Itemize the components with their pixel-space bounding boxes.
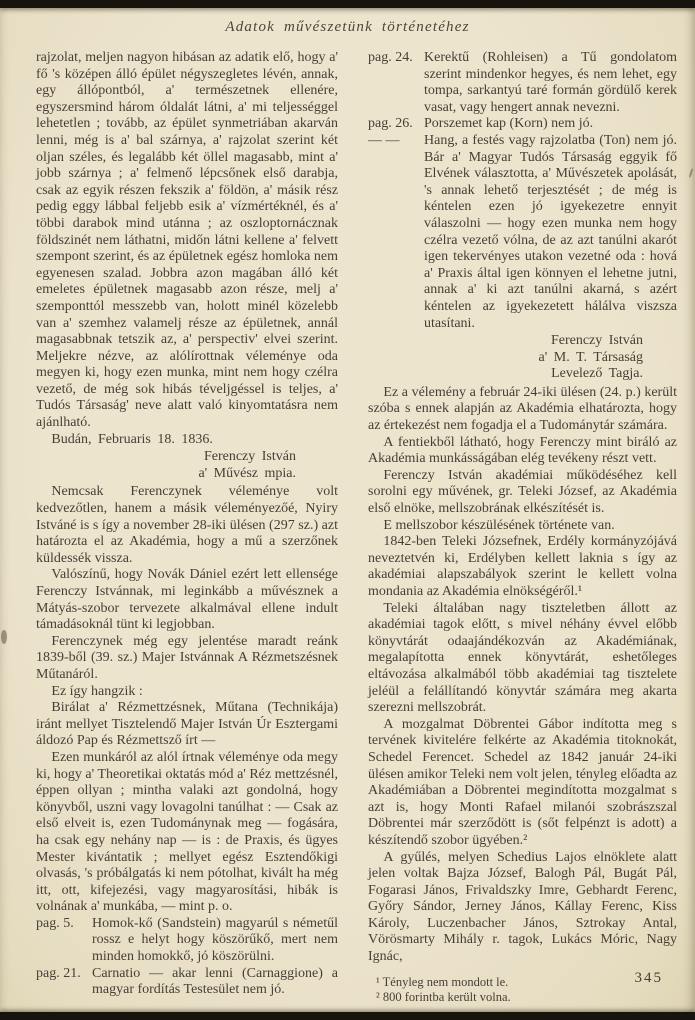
paragraph: Nemcsak Ferenczynek véleménye volt kedvezőtlen, hanem a másik véleményezőé, Nyiry Istváné is s így a november 28-iki ülésen (297 sz.) azt határozta el az Akadémia, hogy a mű a szerzőnek küldessék vissza. <box>36 484 338 566</box>
signature-line: Levelező Tagja. <box>551 366 643 382</box>
paragraph: rajzolat, meljen nagyon hibásan az adatik elő, hogy a' fő 's középen álló épület négyszegletes lévén, annak, egy állópontból, a' természetnek ellenére, egyszersmind három óldalát látni, a' mi teljességgel lehetetlen ; tovább, az épület synmetriában akarván lenni, még is a' bal szárnya, a' rajzolat szerint két oljan széles, és legalább két öllel magasabb, mint a' jobb szárnya ; a' felmenő lépcsőnek első darabja, csak az egyik részen fekszik a' földön, a' másik rész pedig eggy lábbal feljebb esik a' vízmértéknél, és a' többi darabok mind utánna ; az oszloptornácznak földszinét nem láthatni, midőn látni kellene a' felvett szempont szerint, és az épületnek egész homloka nem egyenesen szalad. Jobbra azon magában álló két emeletes épületnek magasabb azon része, melj a' szemponttól messzebb van, holott minél közelebb van a' szemhez valamelj része az épületnek, annál magasabbnak tetszik az, a' perspectiv' elvei szerint. Meljekre nézve, az alólírottnak véleménye oda megyen ki, hogy ezen munka, mint nem hogy czélra vezető, de még sok hibás téveljgéssel is teljes, a' Tudós Társaság' neve alatt való kinyomtatásra nem ajánlható. <box>36 50 338 431</box>
date-line: Budán, Februaris 18. 1836. <box>51 431 213 447</box>
paragraph: Ez a vélemény a február 24-iki ülésen (24. p.) került szóba s ennek alapján az Akadémia elhatározta, hogy az értekezést nem fogadja el a Tudománytár számára. <box>368 384 677 434</box>
scan-edge-top <box>0 0 695 8</box>
pagination-note <box>36 916 338 966</box>
pag-label: — — <box>368 132 400 148</box>
signature-block <box>36 449 338 482</box>
paragraph: Valószínű, hogy Novák Dániel ezért lett ellensége Ferenczy Istvánnak, mi leginkább a művésznek a Mátyás-szobor tervezete alkalmával ellene indult támadásoknál tünt ki legjobban. <box>36 567 338 633</box>
signature-line: Ferenczy István <box>203 449 296 465</box>
pag-label: pag. 24. <box>368 50 413 65</box>
pagination-note <box>368 133 677 332</box>
left-column <box>36 50 338 1006</box>
footnote: ² 800 forintba került volna. <box>376 990 511 1005</box>
signature-line: a' Művész mpia. <box>198 465 296 481</box>
paragraph: Ezen munkáról az alól írtnak véleménye oda megy ki, hogy a' Theoretikai oktatás mód a' Réz mettzésnél, éppen ollyan ; mintha valaki azt gondolná, hogy könyvből, uszni vagy lovagolni tanúlhat : — Csak az első elveit is, ezen Tudománynak meg — fogására, ha csak egy nehány nap — is : de Praxis, és ügyes Mester kivántatik ; mellyet egész Esztendőkigi olvasás, 's próbálgatás ki nem pótolhat, kivált ha még itt, ott, kifejezési, vagy magyarosítási, hibák is volnának a' munkába, — mint p. o. <box>36 749 338 915</box>
paragraph: A fentiekből látható, hogy Ferenczy mint biráló az Akadémia munkásságában elég tevékeny részt vett. <box>368 434 677 467</box>
scan-artifact <box>1 630 7 644</box>
signature-line: Ferenczy István <box>550 333 643 349</box>
paragraph: Ez így hangzik : <box>51 683 143 699</box>
footnote: ¹ Tényleg nem mondott le. <box>376 974 509 989</box>
paragraph: E mellszobor készülésének története van. <box>383 517 615 533</box>
right-column <box>368 50 677 1006</box>
pag-text: Carnatio — akar lenni (Carnaggione) a magyar fordítás Testesület nem jó. <box>92 965 338 998</box>
pag-text: Homok-kő (Sandstein) magyarúl s németűl rossz e helyt hogy köszörűkő, mert nem minden homokkő, jó köszörülni. <box>92 915 338 965</box>
pagination-note <box>368 116 677 133</box>
page-number: 345 <box>634 970 663 986</box>
scan-edge-bottom <box>0 1012 695 1020</box>
text-columns <box>0 36 695 1006</box>
signature-line: a' M. T. Társaság <box>538 349 643 365</box>
paragraph: 1842-ben Teleki Józsefnek, Erdély kormányzójává neveztetvén ki, Erdélyben kellett laknia s így az akadémiai alapszabályok szerint le kellett volna mondania az Akadémia elnökségéről.¹ <box>368 534 677 599</box>
footnotes <box>368 975 677 1006</box>
paragraph: Ferenczynek még egy jelentése maradt reánk 1839-ből (39. sz.) Majer Istvánnak A Rézmetszésnek Műtanáról. <box>36 633 338 682</box>
pag-text: Hang, a festés vagy rajzolatba (Ton) nem jó. Bár a' Magyar Tudós Társaság eggyik fő Elvének választotta, a' Művészetek apolását, 's annak lehető terjesztését ; de még is kéntelen ezen jó igyekezetre ennyit válaszolni — hogy ezen munka nem hogy czélra vezető vólna, de az azt tanúlni akarót igen tekervényes utakon vezetné oda : hová a' Praxis által igen könnyen el lehetne jutni, annak a' ki azt tanúlni akarná, s azért kéntelen az igyekezetett hálálva viszsza utasítani. <box>424 132 677 331</box>
paragraph: Birálat a' Rézmettzésnek, Műtana (Technikája) iránt mellyet Tisztelendő Majer István Úr Esztergami áldozó Pap és Rézmettsző írt — <box>36 700 338 749</box>
running-header: Adatok művészetünk történetéhez <box>225 19 470 35</box>
paragraph: Teleki általában nagy tiszteletben állott az akadémiai tagok előtt, s mivel néhány évvel előbb könyvtárát odaajándékozván az Akadémiának, megalapította ennek könyvtárát, eshetőleges eltávozása alkalmából több akadémiai tag tisztelete jeléül a felállítandó könyvtár számára meg akarta szerezni mellszobrát. <box>368 600 677 716</box>
paragraph: A mozgalmat Döbrentei Gábor indította meg s tervének kivitelére felkérte az Akadémia titoknokát, Schedel Ferencet. Schedel az 1842 január 24-iki ülésen amikor Teleki nem volt jelen, tényleg előadta az Akadémiában a Döbrentei megindította mozgalmat s azt is, hogy Monti Rafael milanói szobrászszal Döbrentei már szerződött is (sőt felpénzt is adott) a készítendő szobor ügyében.² <box>368 716 677 848</box>
signature-block <box>368 333 677 383</box>
pag-label: pag. 26. <box>368 116 413 132</box>
pagination-note <box>368 50 677 116</box>
pag-text: Kerektű (Rohleisen) a Tű gondolatom szerint mindenkor hegyes, és nem lehet, egy tompa, sarkantyú taré formán gördülő kerek vasat, vagy hengert annak nevezni. <box>424 50 677 115</box>
pagination-note <box>36 966 338 999</box>
paragraph: A gyűlés, melyen Schedius Lajos elnöklete alatt jelen voltak Bajza József, Balogh Pál, Bugát Pál, Fogarasi János, Frivaldszky Imre, Gebhardt Ferenc, Győry Sándor, Jerney János, Kállay Ferenc, Kiss Károly, Luczenbacher János, Sztrokay Antal, Vörösmarty Mihály r. tagok, Lukács Móric, Nagy Ignác, <box>368 849 677 965</box>
pag-text: Porszemet kap (Korn) nem jó. <box>424 116 594 132</box>
pag-label: pag. 21. <box>36 965 81 981</box>
pag-label: pag. 5. <box>36 915 74 931</box>
paragraph: Ferenczy István akadémiai működéséhez kell sorolni egy művének, gr. Teleki József, az Akadémia első elnöke, mellszobrának elkészítését is. <box>368 467 677 517</box>
